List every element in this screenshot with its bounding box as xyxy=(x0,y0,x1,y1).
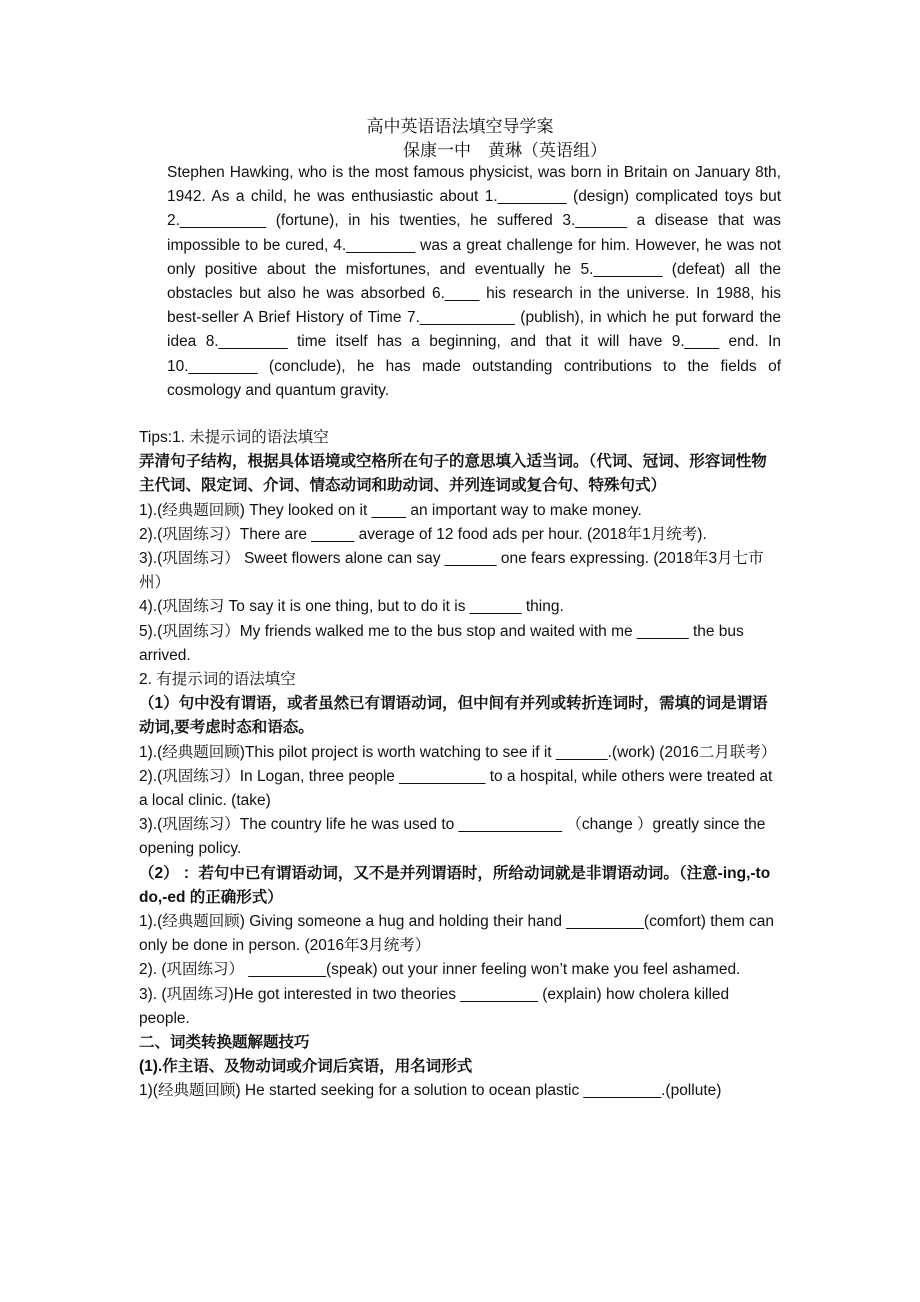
list-item: 3). (巩固练习)He got interested in two theories _________ (explain) how cholera killed people. xyxy=(139,985,730,1027)
list-item: 3).(巩固练习） Sweet flowers alone can say ______ one fears expressing. (2018年3月七市州） xyxy=(139,550,764,592)
tips-heading: Tips:1. 未提示词的语法填空 xyxy=(139,429,329,446)
list-item: 1).(经典题回顾) Giving someone a hug and holding their hand _________(comfort) them can only be done in person. (2016年3月统考） xyxy=(139,913,774,955)
section2-rule2: （2） ：若句中已有谓语动词，又不是并列谓语时，所给动词就是非谓语动词。（注意-ing,-to do,-ed 的正确形式） xyxy=(139,864,771,906)
passage-paragraph: Stephen Hawking, who is the most famous physicist, was born in Britain on January 8th, 1942. As a child, he was enthusiastic about 1.________ (design) complicated toys but 2.__________ (fortune), in his twenties, he suffered 3.______ a disease that was impossible to be cured, 4.________ was a great challenge for him. However, he was not only positive about the misfortunes, and eventually he 5.________ (defeat) all the obstacles but also he was absorbed 6.____ his research in the universe. In 1988, his best-seller A Brief History of Time 7.___________ (publish), in which he put forward the idea 8.________ time itself has a beginning, and that it will have 9.____ end. In 10.________ (conclude), he has made outstanding contributions to the fields of cosmology and quantum gravity. xyxy=(167,164,781,399)
list-item: 4).(巩固练习 To say it is one thing, but to do it is ______ thing. xyxy=(139,598,564,616)
exercise-body xyxy=(139,426,782,1104)
list-item: 1).(经典题回顾) They looked on it ____ an important way to make money. xyxy=(139,501,642,519)
tips-rule: 弄清句子结构，根据具体语境或空格所在句子的意思填入适当词。（代词、冠词、形容词性物主代词、限定词、介词、情态动词和助动词、并列连词或复合句、特殊句式） xyxy=(139,453,767,495)
list-item: 2).(巩固练习）In Logan, three people __________ to a hospital, while others were treated at a local clinic. (take) xyxy=(139,767,773,810)
section3-heading: 二、词类转换题解题技巧 xyxy=(139,1034,310,1052)
page-title: 高中英语语法填空导学案 xyxy=(366,117,554,137)
list-item: 1).(经典题回顾)This pilot project is worth watching to see if it ______.(work) (2016二月联考） xyxy=(139,743,777,761)
list-item: 3).(巩固练习）The country life he was used to ____________ （change ）greatly since the opening policy. xyxy=(139,816,766,858)
section2-rule1: （1）句中没有谓语，或者虽然已有谓语动词，但中间有并列或转折连词时，需填的词是谓语动词,要考虑时态和语态。 xyxy=(139,695,768,737)
list-item: 1)(经典题回顾) He started seeking for a solution to ocean plastic _________.(pollute) xyxy=(139,1082,722,1100)
list-item: 2).(巩固练习）There are _____ average of 12 food ads per hour. (2018年1月统考). xyxy=(139,525,707,543)
list-item: 2). (巩固练习） _________(speak) out your inner feeling won’t make you feel ashamed. xyxy=(139,961,741,979)
list-item: 5).(巩固练习）My friends walked me to the bus stop and waited with me ______ the bus arrived. xyxy=(139,622,744,664)
author-line: 保康一中 黄琳（英语组） xyxy=(403,141,607,161)
section2-heading: 2. 有提示词的语法填空 xyxy=(139,671,296,689)
section3-rule: (1).作主语、及物动词或介词后宾语，用名词形式 xyxy=(139,1058,473,1076)
